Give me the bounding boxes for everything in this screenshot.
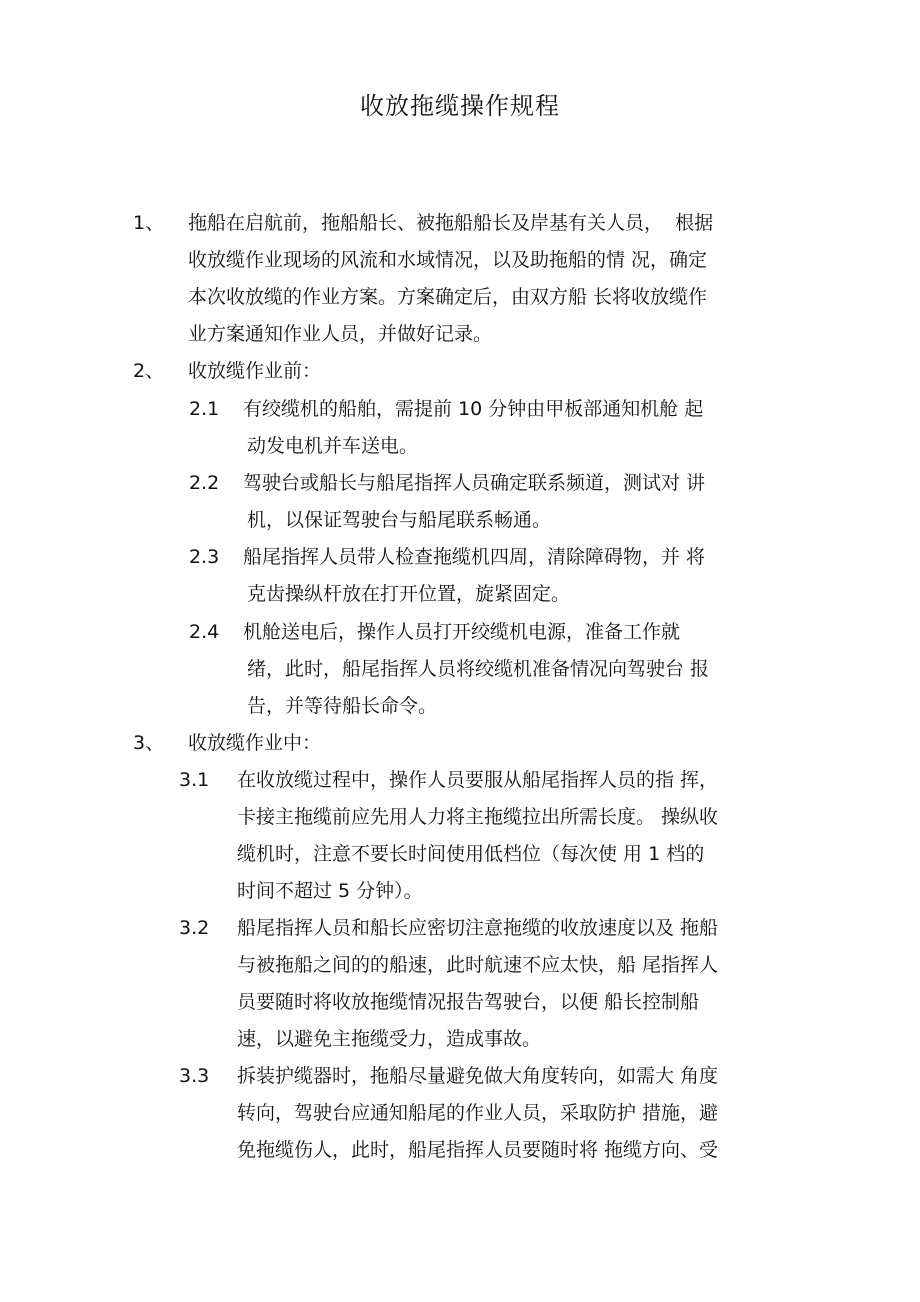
section-number: 3、 bbox=[133, 732, 165, 754]
item-text-line: 告，并等待船长命令。 bbox=[247, 695, 438, 717]
item-number: 2.2 bbox=[189, 472, 220, 494]
item-text-line: 动发电机并车送电。 bbox=[247, 435, 419, 457]
item-number: 3.3 bbox=[179, 1065, 210, 1087]
document-title: 收放拖缆操作规程 bbox=[360, 92, 560, 120]
section-heading: 收放缆作业前： bbox=[188, 360, 322, 382]
item-text-line: 卡接主拖缆前应先用人力将主拖缆拉出所需长度。 操纵收 bbox=[237, 806, 719, 828]
item-text-line: 机舱送电后，操作人员打开绞缆机电源，准备工作就 bbox=[243, 621, 681, 643]
item-text-line: 克齿操纵杆放在打开位置，旋紧固定。 bbox=[247, 583, 571, 605]
item-text-line: 免拖缆伤人，此时，船尾指挥人员要随时将 拖缆方向、受 bbox=[237, 1139, 719, 1161]
item-text-line: 员要随时将收放拖缆情况报告驾驶台，以便 船长控制船 bbox=[237, 991, 700, 1013]
section-text-line: 本次收放缆的作业方案。方案确定后，由双方船 长将收放缆作 bbox=[188, 286, 708, 308]
item-text-line: 拆装护缆器时，拖船尽量避免做大角度转向，如需大 角度 bbox=[237, 1065, 719, 1087]
section-number: 1、 bbox=[133, 212, 165, 234]
item-text-line: 速，以避免主拖缆受力，造成事故。 bbox=[237, 1028, 542, 1050]
item-text-line: 有绞缆机的船舶，需提前 10 分钟由甲板部通知机舱 起 bbox=[243, 398, 704, 420]
item-number: 3.2 bbox=[179, 917, 210, 939]
item-text-line: 转向，驾驶台应通知船尾的作业人员，采取防护 措施，避 bbox=[237, 1102, 719, 1124]
item-text-line: 缆机时，注意不要长时间使用低档位（每次使 用 1 档的 bbox=[237, 843, 705, 865]
item-number: 2.1 bbox=[189, 398, 220, 420]
item-text-line: 在收放缆过程中，操作人员要服从船尾指挥人员的指 挥， bbox=[237, 769, 719, 791]
section-number: 2、 bbox=[133, 360, 165, 382]
item-text-line: 绪，此时，船尾指挥人员将绞缆机准备情况向驾驶台 报 bbox=[247, 658, 710, 680]
item-number: 3.1 bbox=[179, 769, 210, 791]
item-text-line: 船尾指挥人员和船长应密切注意拖缆的收放速度以及 拖船 bbox=[237, 917, 719, 939]
item-text-line: 时间不超过 5 分钟）。 bbox=[237, 880, 423, 902]
section-heading: 收放缆作业中： bbox=[188, 732, 322, 754]
item-number: 2.4 bbox=[189, 621, 220, 643]
section-text-line: 业方案通知作业人员，并做好记录。 bbox=[188, 323, 493, 345]
item-text-line: 与被拖船之间的的船速，此时航速不应太快，船 尾指挥人 bbox=[237, 954, 719, 976]
item-number: 2.3 bbox=[189, 546, 220, 568]
item-text-line: 船尾指挥人员带人检查拖缆机四周，清除障碍物，并 将 bbox=[243, 546, 706, 568]
item-text-line: 机，以保证驾驶台与船尾联系畅通。 bbox=[247, 509, 552, 531]
section-text-line: 收放缆作业现场的风流和水域情况，以及助拖船的情 况，确定 bbox=[188, 249, 708, 271]
item-text-line: 驾驶台或船长与船尾指挥人员确定联系频道，测试对 讲 bbox=[243, 472, 706, 494]
section-text-line: 拖船在启航前，拖船船长、被拖船船长及岸基有关人员， 根据 bbox=[188, 212, 714, 234]
